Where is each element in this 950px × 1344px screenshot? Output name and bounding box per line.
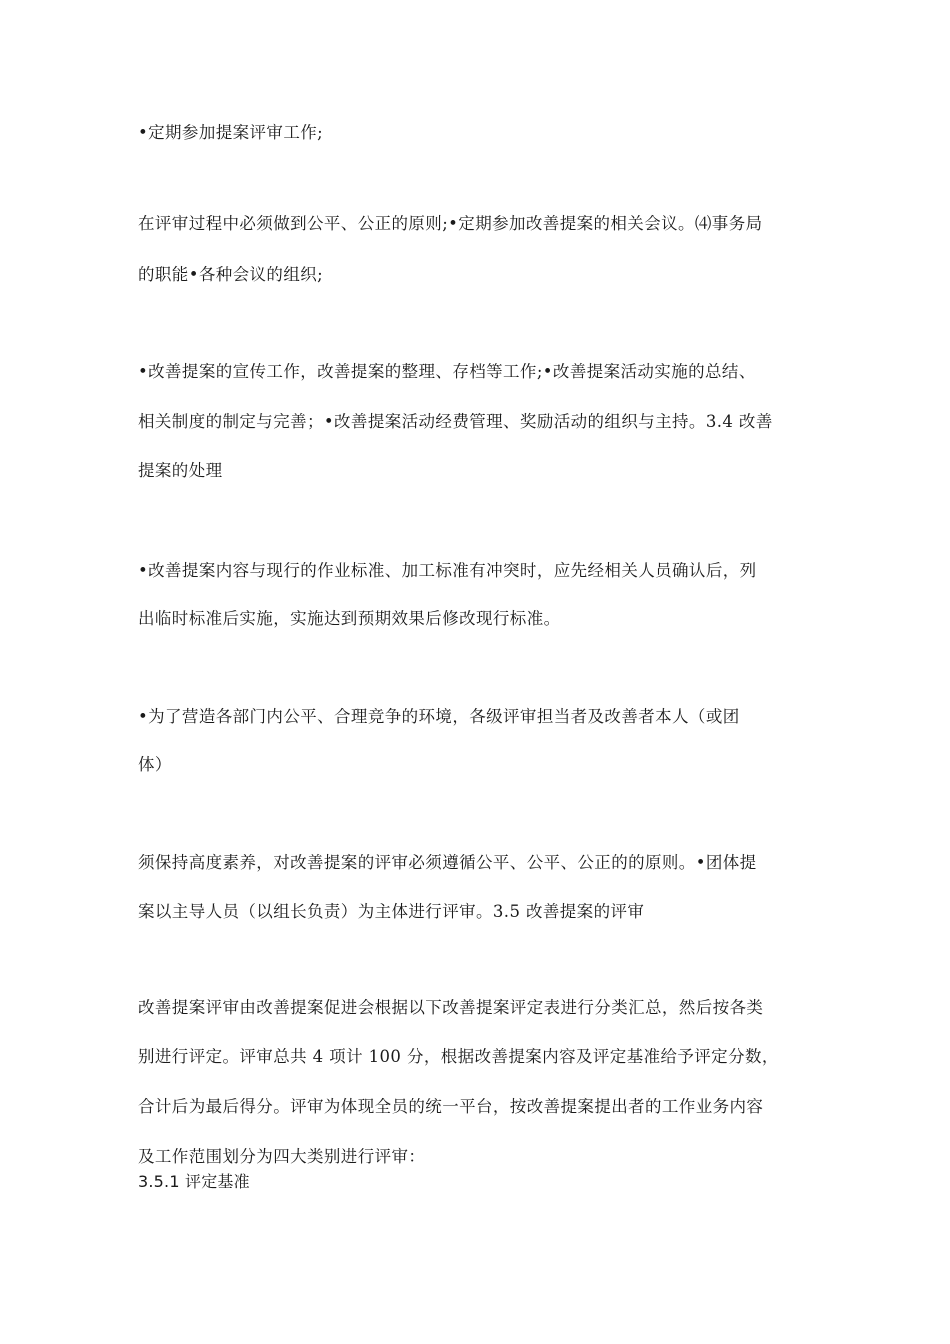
paragraph-line: 体）: [138, 755, 172, 774]
paragraph-line: 在评审过程中必须做到公平、公正的原则;•定期参加改善提案的相关会议。⑷事务局: [138, 214, 763, 233]
paragraph-line: 改善提案评审由改善提案促进会根据以下改善提案评定表进行分类汇总，然后按各类: [138, 998, 764, 1017]
paragraph-line: •定期参加提案评审工作;: [138, 123, 324, 142]
paragraph-line: 别进行评定。评审总共 4 项计 100 分，根据改善提案内容及评定基准给予评定分数，: [138, 1047, 779, 1066]
paragraph-line: 须保持高度素养，对改善提案的评审必须遵循公平、公平、公正的的原则。•团体提: [138, 853, 757, 872]
paragraph-line: 的职能•各种会议的组织;: [138, 265, 324, 284]
section-heading: 3.5.1 评定基准: [138, 1172, 250, 1191]
paragraph-line: 合计后为最后得分。评审为体现全员的统一平台，按改善提案提出者的工作业务内容: [138, 1097, 764, 1116]
paragraph-line: 相关制度的制定与完善；•改善提案活动经费管理、奖励活动的组织与主持。3.4 改善: [138, 412, 773, 431]
paragraph-line: 提案的处理: [138, 461, 223, 480]
paragraph-line: 案以主导人员（以组长负责）为主体进行评审。3.5 改善提案的评审: [138, 902, 645, 921]
paragraph-line: •改善提案的宣传工作，改善提案的整理、存档等工作;•改善提案活动实施的总结、: [138, 362, 756, 381]
paragraph-line: 及工作范围划分为四大类别进行评审：: [138, 1147, 426, 1166]
paragraph-line: •改善提案内容与现行的作业标准、加工标准有冲突时，应先经相关人员确认后，列: [138, 561, 757, 580]
paragraph-line: 出临时标准后实施，实施达到预期效果后修改现行标准。: [138, 609, 561, 628]
paragraph-line: •为了营造各部门内公平、合理竞争的环境，各级评审担当者及改善者本人（或团: [138, 707, 740, 726]
